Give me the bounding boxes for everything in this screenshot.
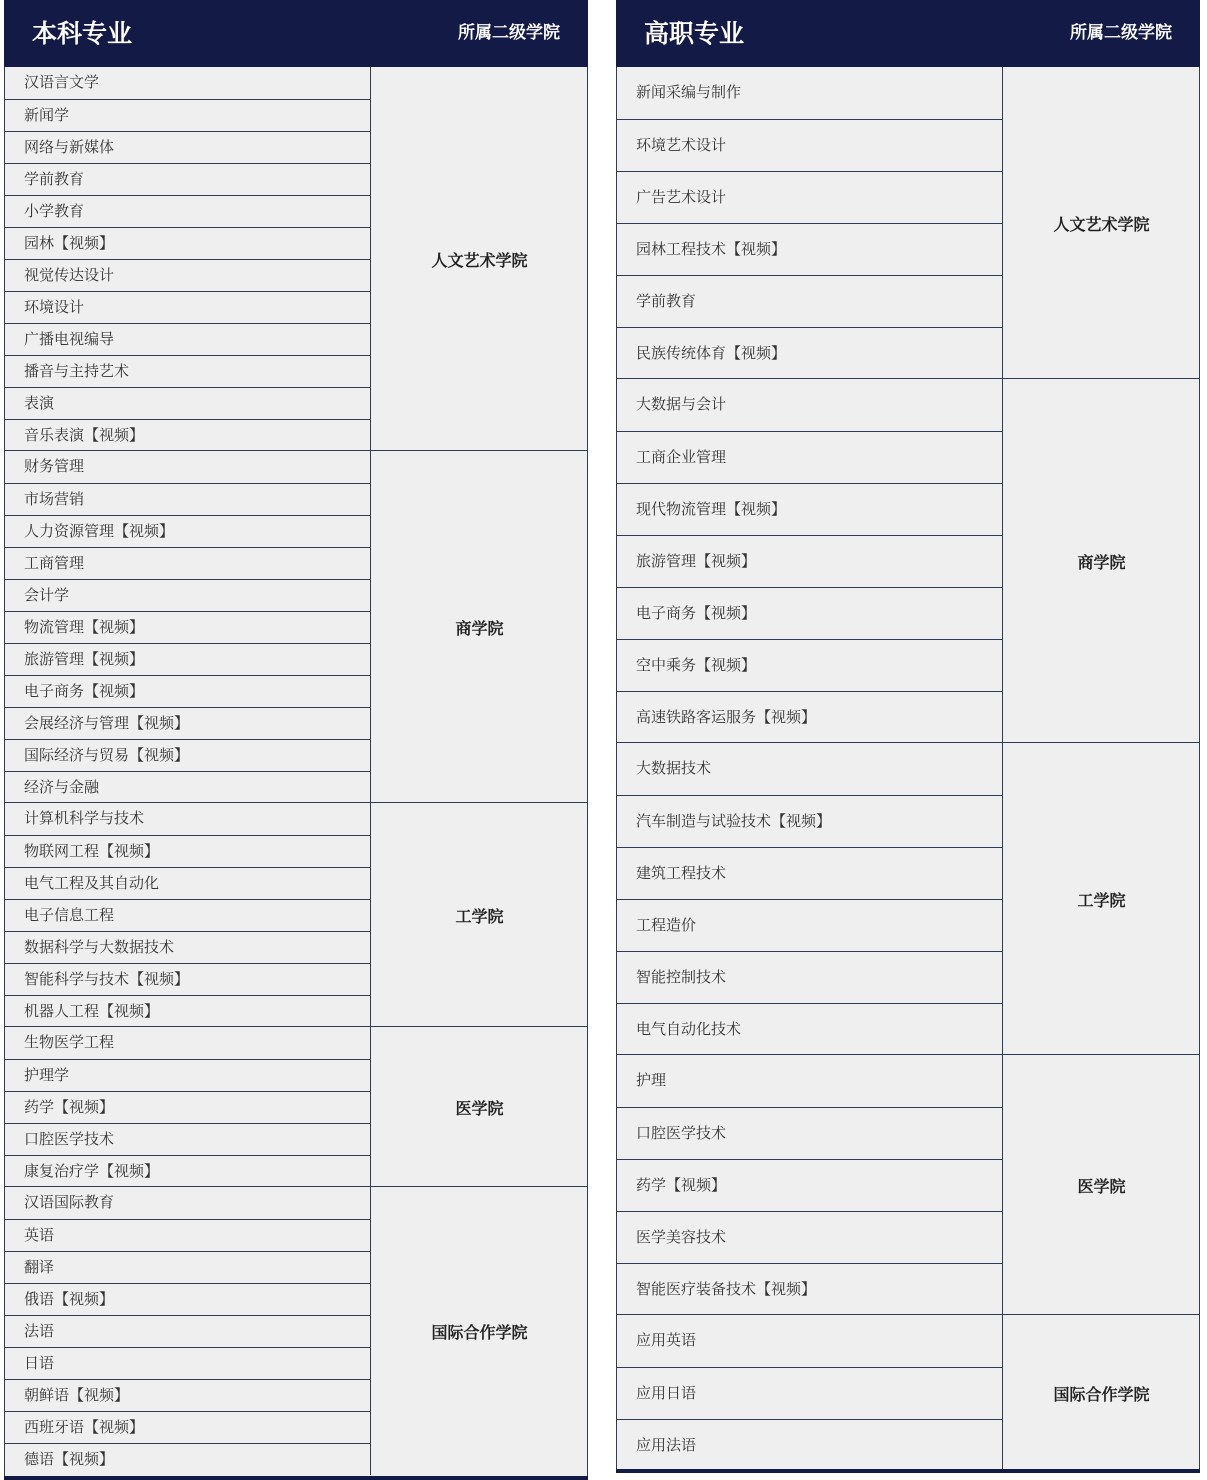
college-column-header: 所属二级学院: [1070, 23, 1172, 43]
major-item: 法语: [4, 1315, 370, 1347]
college-name: 工学院: [1002, 743, 1200, 1055]
major-item: 电气自动化技术: [616, 1003, 1002, 1055]
major-item[interactable]: 机器人工程【视频】: [4, 995, 370, 1027]
table-border: [616, 67, 617, 1473]
major-item[interactable]: 药学【视频】: [616, 1159, 1002, 1211]
table-border: [1199, 67, 1200, 1473]
major-item[interactable]: 国际经济与贸易【视频】: [4, 739, 370, 771]
major-item[interactable]: 园林【视频】: [4, 227, 370, 259]
vocational-header: [616, 0, 1200, 67]
major-item[interactable]: 物流管理【视频】: [4, 611, 370, 643]
major-item: 大数据与会计: [636, 395, 727, 413]
major-item: 护理: [636, 1071, 667, 1089]
college-column-header: 所属二级学院: [458, 23, 560, 43]
major-item: 学前教育: [616, 275, 1002, 327]
major-item: 智能控制技术: [616, 951, 1002, 1003]
major-item: 计算机科学与技术: [24, 809, 145, 827]
major-item[interactable]: 德语【视频】: [4, 1443, 370, 1475]
major-item[interactable]: 朝鲜语【视频】: [4, 1379, 370, 1411]
undergraduate-header: [4, 0, 588, 67]
major-list: [4, 67, 370, 451]
major-item[interactable]: 康复治疗学【视频】: [4, 1155, 370, 1187]
major-item: 大数据技术: [636, 759, 712, 777]
college-group: [4, 451, 588, 803]
table-footer-bar: [616, 1469, 1200, 1473]
major-item: 汉语国际教育: [24, 1193, 115, 1211]
college-name: 商学院: [370, 451, 588, 803]
major-item: 建筑工程技术: [616, 847, 1002, 899]
major-item[interactable]: 电子商务【视频】: [4, 675, 370, 707]
major-item: 会计学: [4, 579, 370, 611]
college-name: 商学院: [1002, 379, 1200, 743]
major-list: [616, 67, 1002, 379]
major-item: 环境设计: [4, 291, 370, 323]
major-list: [4, 451, 370, 803]
major-item[interactable]: 旅游管理【视频】: [4, 643, 370, 675]
major-item[interactable]: 西班牙语【视频】: [4, 1411, 370, 1443]
college-name: 国际合作学院: [370, 1187, 588, 1475]
college-group: [616, 67, 1200, 379]
major-list: [4, 1187, 370, 1475]
major-item: 口腔医学技术: [616, 1107, 1002, 1159]
college-group: [4, 803, 588, 1027]
vocational-panel: [616, 0, 1200, 1473]
college-group: [4, 1187, 588, 1475]
major-item: 英语: [4, 1219, 370, 1251]
major-item: 财务管理: [24, 457, 85, 475]
major-item: 工商企业管理: [616, 431, 1002, 483]
major-list: [616, 379, 1002, 743]
major-item: 电气工程及其自动化: [4, 867, 370, 899]
college-group: [616, 1055, 1200, 1315]
table-border: [587, 67, 588, 1480]
major-item: 经济与金融: [4, 771, 370, 803]
major-item: 小学教育: [4, 195, 370, 227]
major-item: 视觉传达设计: [4, 259, 370, 291]
major-list: [616, 1055, 1002, 1315]
major-item: 工商管理: [4, 547, 370, 579]
college-name: 医学院: [370, 1027, 588, 1187]
college-group: [616, 379, 1200, 743]
major-item[interactable]: 人力资源管理【视频】: [4, 515, 370, 547]
major-item: 学前教育: [4, 163, 370, 195]
undergraduate-panel: [4, 0, 588, 1480]
major-item: 汉语言文学: [24, 73, 100, 91]
major-item: 生物医学工程: [24, 1033, 115, 1051]
major-item: 口腔医学技术: [4, 1123, 370, 1155]
major-list: [616, 743, 1002, 1055]
major-item: 播音与主持艺术: [4, 355, 370, 387]
college-group: [4, 1027, 588, 1187]
major-list: [4, 803, 370, 1027]
major-item[interactable]: 会展经济与管理【视频】: [4, 707, 370, 739]
major-item: 数据科学与大数据技术: [4, 931, 370, 963]
college-group: [616, 743, 1200, 1055]
major-item: 工程造价: [616, 899, 1002, 951]
major-item: 应用日语: [616, 1367, 1002, 1419]
college-group: [4, 67, 588, 451]
college-name: 人文艺术学院: [370, 67, 588, 451]
major-item: 翻译: [4, 1251, 370, 1283]
major-item[interactable]: 民族传统体育【视频】: [616, 327, 1002, 379]
major-item: 广播电视编导: [4, 323, 370, 355]
college-name: 医学院: [1002, 1055, 1200, 1315]
major-item: 应用法语: [616, 1419, 1002, 1471]
major-item[interactable]: 现代物流管理【视频】: [616, 483, 1002, 535]
major-item: 护理学: [4, 1059, 370, 1091]
college-name: 人文艺术学院: [1002, 67, 1200, 379]
major-item[interactable]: 电子商务【视频】: [616, 587, 1002, 639]
major-item: 网络与新媒体: [4, 131, 370, 163]
major-item: 新闻学: [4, 99, 370, 131]
major-item[interactable]: 音乐表演【视频】: [4, 419, 370, 451]
major-item[interactable]: 空中乘务【视频】: [616, 639, 1002, 691]
college-name: 工学院: [370, 803, 588, 1027]
major-item[interactable]: 汽车制造与试验技术【视频】: [616, 795, 1002, 847]
major-item: 广告艺术设计: [616, 171, 1002, 223]
major-item: 环境艺术设计: [616, 119, 1002, 171]
major-item: 表演: [4, 387, 370, 419]
major-item: 电子信息工程: [4, 899, 370, 931]
table-footer-bar: [4, 1476, 588, 1480]
major-item: 新闻采编与制作: [636, 83, 742, 101]
major-item[interactable]: 药学【视频】: [4, 1091, 370, 1123]
college-name: 国际合作学院: [1002, 1315, 1200, 1471]
major-item[interactable]: 智能科学与技术【视频】: [4, 963, 370, 995]
major-list: [4, 1027, 370, 1187]
major-item[interactable]: 高速铁路客运服务【视频】: [616, 691, 1002, 743]
major-item: 应用英语: [636, 1331, 697, 1349]
major-item[interactable]: 物联网工程【视频】: [4, 835, 370, 867]
major-item[interactable]: 旅游管理【视频】: [616, 535, 1002, 587]
major-item[interactable]: 智能医疗装备技术【视频】: [616, 1263, 1002, 1315]
major-item[interactable]: 俄语【视频】: [4, 1283, 370, 1315]
major-item: 市场营销: [4, 483, 370, 515]
major-list: [616, 1315, 1002, 1471]
vocational-title: 高职专业: [644, 19, 745, 48]
major-item: 医学美容技术: [616, 1211, 1002, 1263]
undergraduate-title: 本科专业: [32, 19, 133, 48]
college-group: [616, 1315, 1200, 1471]
major-item[interactable]: 园林工程技术【视频】: [616, 223, 1002, 275]
major-item: 日语: [4, 1347, 370, 1379]
table-border: [4, 67, 5, 1480]
